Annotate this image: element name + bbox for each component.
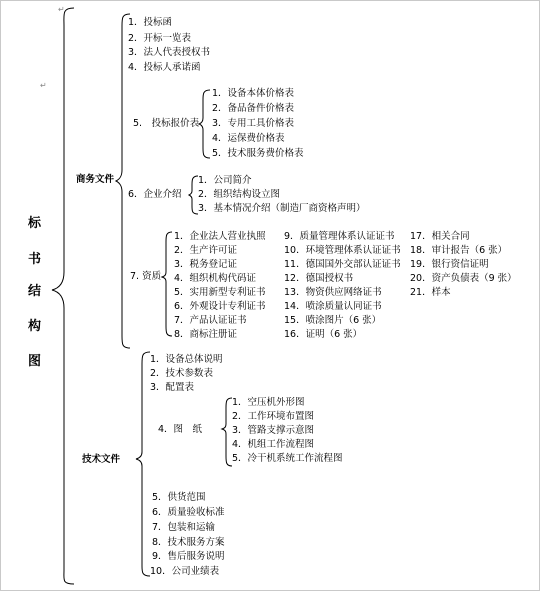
company-item: 3．基本情况介绍（制造厂商资格声明） xyxy=(198,203,366,214)
title-char: 标 xyxy=(28,216,42,231)
technical-item: 3．配置表 xyxy=(150,382,195,393)
qualification-item: 8．商标注册证 xyxy=(174,329,238,340)
technical-item: 7．包装和运输 xyxy=(152,522,216,533)
technical-item: 2．技术参数表 xyxy=(150,368,214,379)
drawings-section-label: 4．图 纸 xyxy=(158,424,203,435)
qualification-item: 18．审计报告（6 张） xyxy=(410,245,508,256)
business-item: 3．法人代表授权书 xyxy=(128,47,211,58)
price-item: 2．备品备件价格表 xyxy=(212,103,295,114)
qualification-item: 2．生产许可证 xyxy=(174,245,238,256)
qualification-item: 20．资产负债表（9 张） xyxy=(410,273,517,284)
qualification-item: 13．物资供应网络证书 xyxy=(284,287,382,298)
price-section-label: 5. 投标报价表 xyxy=(133,118,200,129)
qualification-section-label: 7. 资质 xyxy=(130,271,162,282)
technical-item: 5．供货范围 xyxy=(152,492,206,503)
drawings-bracket xyxy=(222,398,232,466)
drawing-item: 5．冷干机系统工作流程图 xyxy=(232,453,343,464)
qualification-item: 7．产品认证证书 xyxy=(174,315,247,326)
technical-label: 技术文件 xyxy=(82,454,121,465)
tab-mark: ↵ xyxy=(58,5,65,14)
business-item: 2．开标一览表 xyxy=(128,33,192,44)
drawing-item: 4．机组工作流程图 xyxy=(232,439,315,450)
title-char: 书 xyxy=(28,252,42,267)
technical-bracket xyxy=(136,352,150,576)
price-item: 4．运保费价格表 xyxy=(212,133,285,144)
drawing-item: 1．空压机外形图 xyxy=(232,397,305,408)
company-item: 2．组织结构设立图 xyxy=(198,189,281,200)
company-item: 1．公司简介 xyxy=(198,175,252,186)
qualification-item: 15．喷涂图片（6 张） xyxy=(284,315,382,326)
technical-item: 6．质量验收标准 xyxy=(152,507,225,518)
qualification-bracket xyxy=(162,232,172,336)
title-char: 构 xyxy=(28,319,42,334)
price-item: 5．技术服务费价格表 xyxy=(212,148,304,159)
drawing-item: 3．管路支撑示意图 xyxy=(232,425,315,436)
qualification-item: 21．样本 xyxy=(410,287,451,298)
paragraph-mark: ↵ xyxy=(40,81,47,90)
qualification-item: 10．环境管理体系认证证书 xyxy=(284,245,401,256)
technical-item: 8．技术服务方案 xyxy=(152,537,225,548)
qualification-item: 6．外观设计专利证书 xyxy=(174,301,266,312)
title-char: 结 xyxy=(28,284,42,299)
technical-item: 10．公司业绩表 xyxy=(150,566,220,577)
qualification-item: 14．喷涂质量认同证书 xyxy=(284,301,382,312)
qualification-item: 16．证明（6 张） xyxy=(284,329,363,340)
price-item: 1．设备本体价格表 xyxy=(212,88,295,99)
qualification-item: 17．相关合同 xyxy=(410,231,470,242)
qualification-item: 3．税务登记证 xyxy=(174,259,238,270)
qualification-item: 5．实用新型专利证书 xyxy=(174,287,266,298)
title-char: 图 xyxy=(28,354,42,369)
company-bracket xyxy=(189,176,198,214)
business-item: 4．投标人承诺函 xyxy=(128,62,201,73)
business-item: 1．投标函 xyxy=(128,17,173,28)
qualification-item: 9．质量管理体系认证证书 xyxy=(284,231,395,242)
main-bracket xyxy=(52,8,74,584)
qualification-item: 19．银行资信证明 xyxy=(410,259,489,270)
technical-item: 1．设备总体说明 xyxy=(150,354,223,365)
qualification-item: 12．德国授权书 xyxy=(284,273,354,284)
qualification-item: 11．德国国外交部认证证书 xyxy=(284,259,401,270)
qualification-item: 1．企业法人营业执照 xyxy=(174,231,266,242)
price-bracket xyxy=(199,90,210,158)
technical-item: 9．售后服务说明 xyxy=(152,551,225,562)
company-section-label: 6．企业介绍 xyxy=(128,189,182,200)
qualification-item: 4．组织机构代码证 xyxy=(174,273,257,284)
drawing-item: 2．工作环境布置图 xyxy=(232,411,315,422)
price-item: 3．专用工具价格表 xyxy=(212,118,295,129)
business-label: 商务文件 xyxy=(76,174,115,185)
